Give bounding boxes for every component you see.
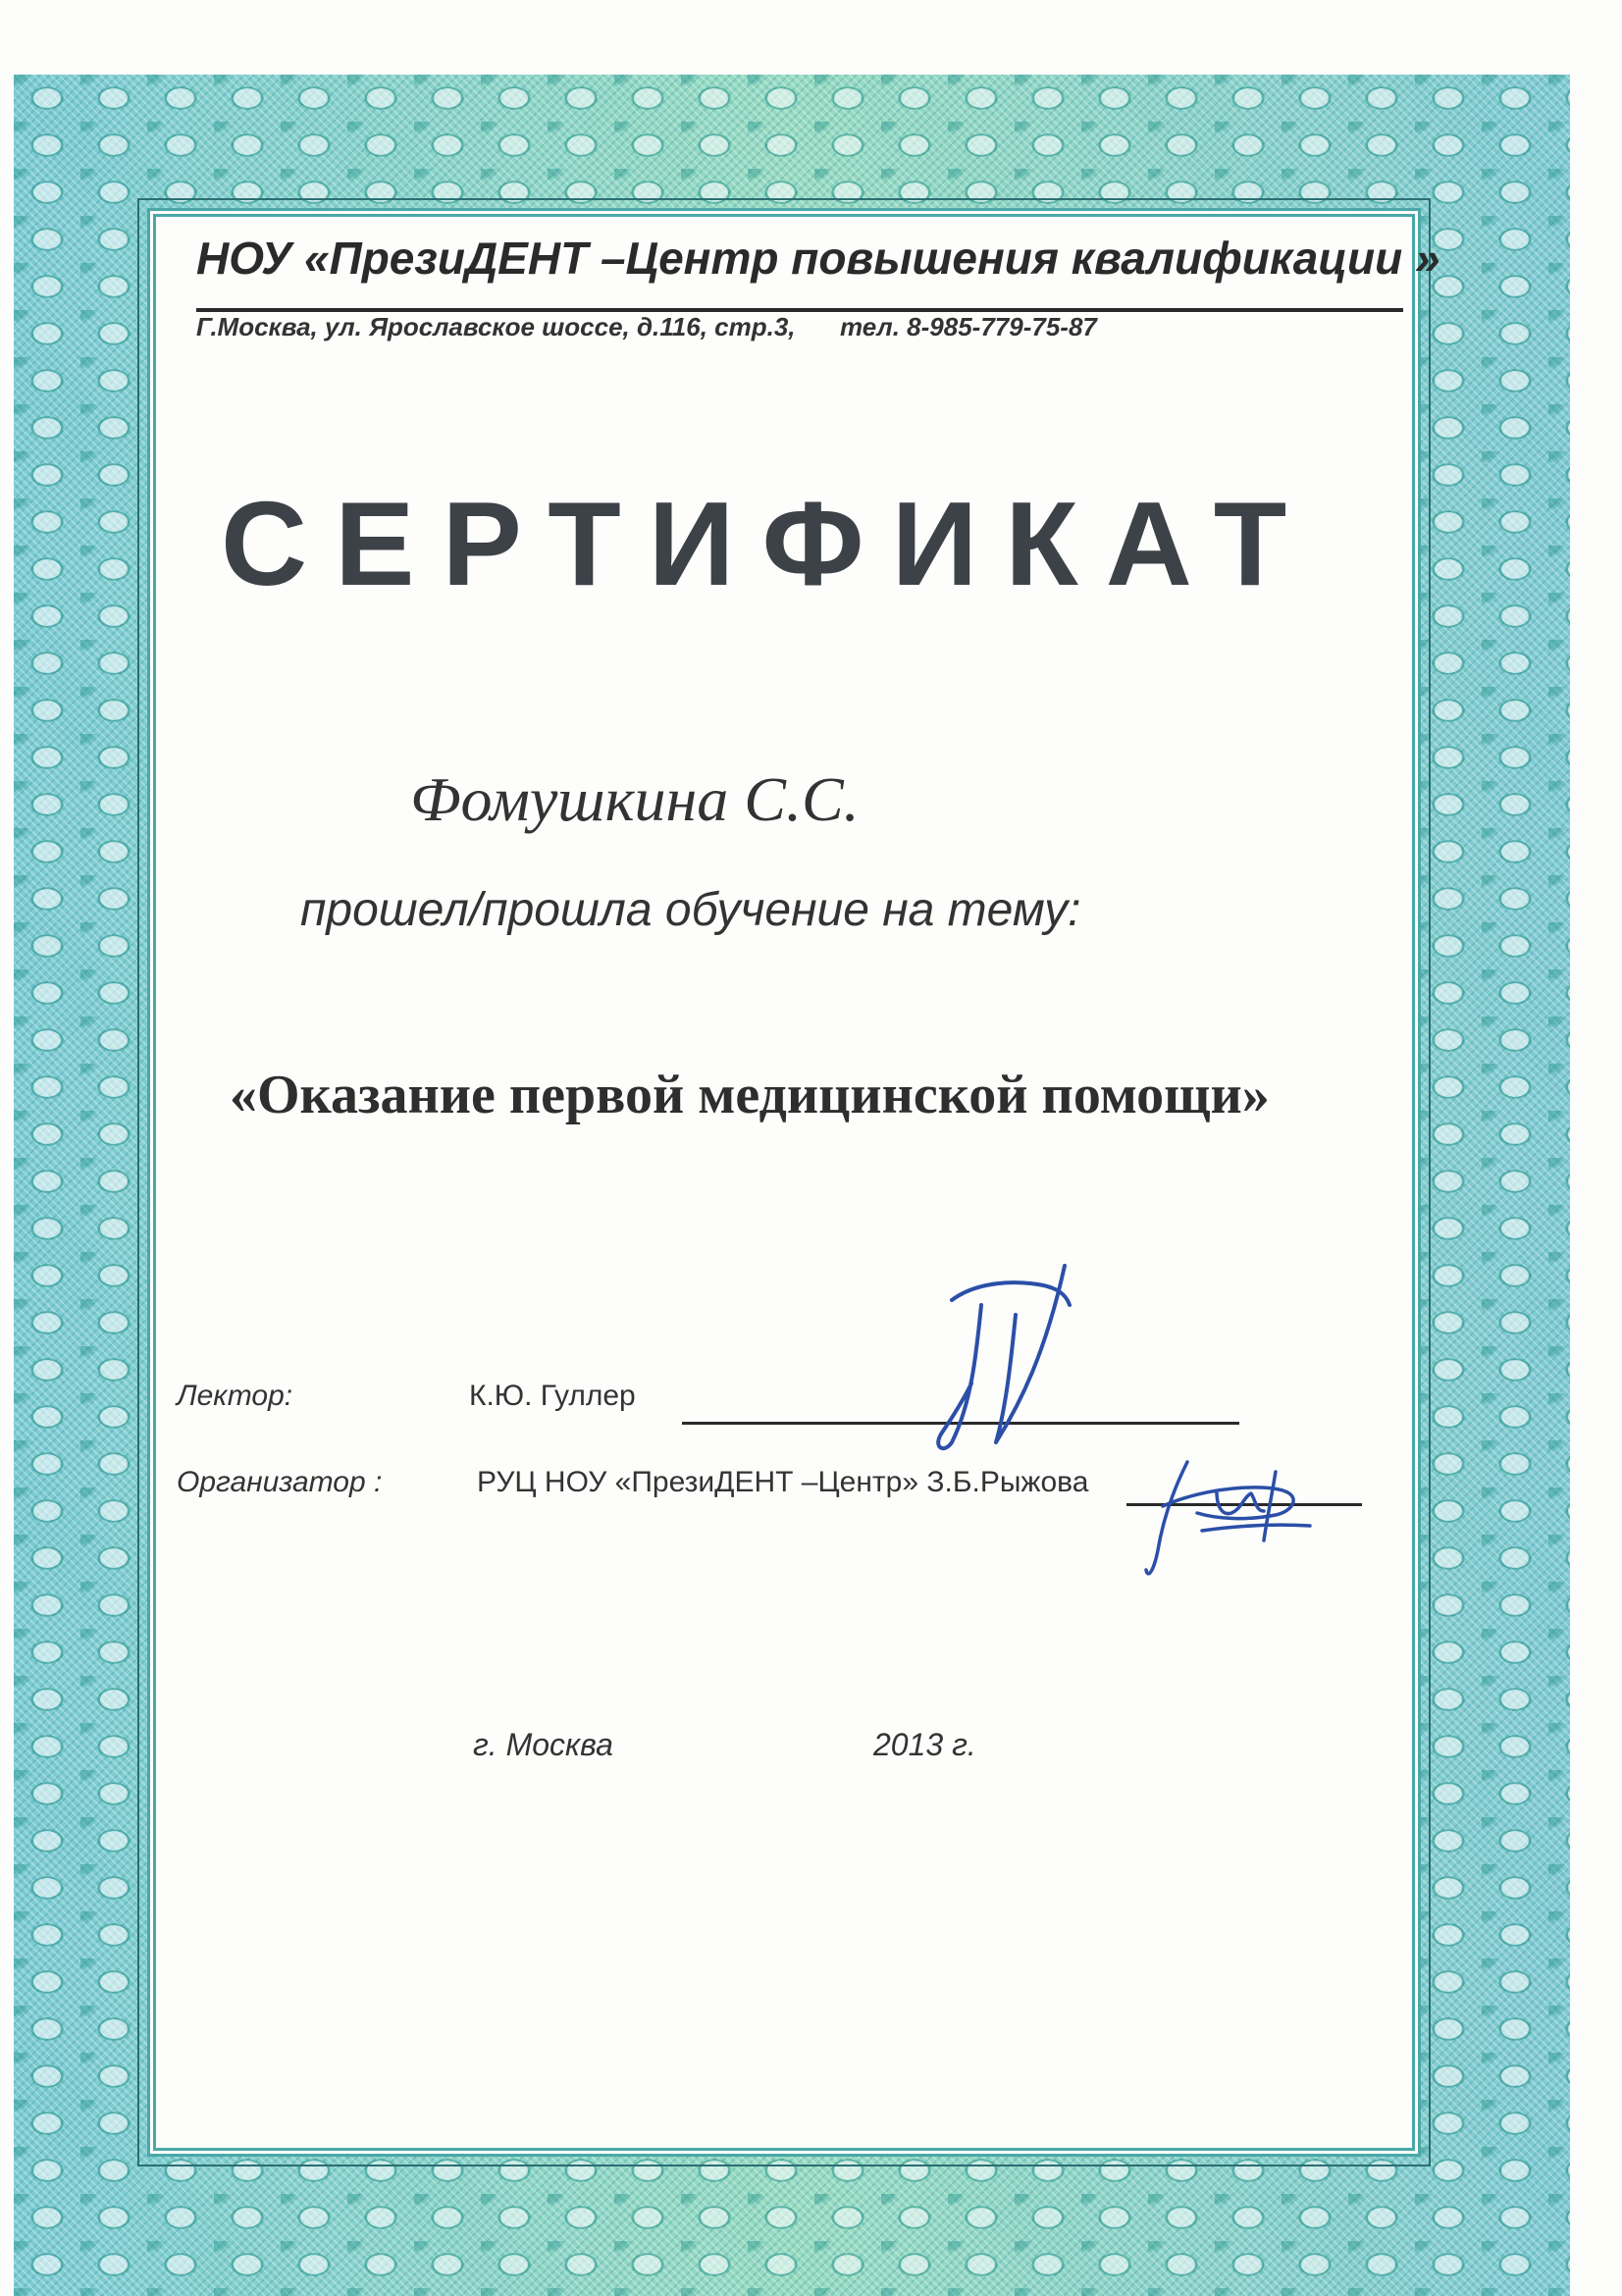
certificate-title: СЕРТИФИКАТ	[221, 477, 1315, 610]
organization-address: Г.Москва, ул. Ярославское шоссе, д.116, стр.3,	[196, 312, 796, 341]
organization-phone: тел. 8-985-779-75-87	[840, 312, 1097, 341]
organizer-label: Организатор :	[177, 1466, 383, 1498]
course-title: «Оказание первой медицинской помощи»	[230, 1065, 1270, 1125]
organizer-name: РУЦ НОУ «ПрезиДЕНТ –Центр» З.Б.Рыжова	[477, 1466, 1089, 1498]
organizer-signature	[1119, 1433, 1315, 1590]
issue-year: 2013 г.	[873, 1727, 976, 1762]
passed-training-text: прошел/прошла обучение на тему:	[300, 884, 1081, 936]
lector-signature	[883, 1246, 1119, 1482]
issue-city: г. Москва	[473, 1727, 613, 1762]
recipient-name: Фомушкина С.С.	[410, 764, 860, 834]
organization-name: НОУ «ПрезиДЕНТ –Центр повышения квалификации »	[196, 233, 1440, 284]
lector-name: К.Ю. Гуллер	[469, 1380, 636, 1412]
lector-label: Лектор:	[177, 1380, 293, 1412]
